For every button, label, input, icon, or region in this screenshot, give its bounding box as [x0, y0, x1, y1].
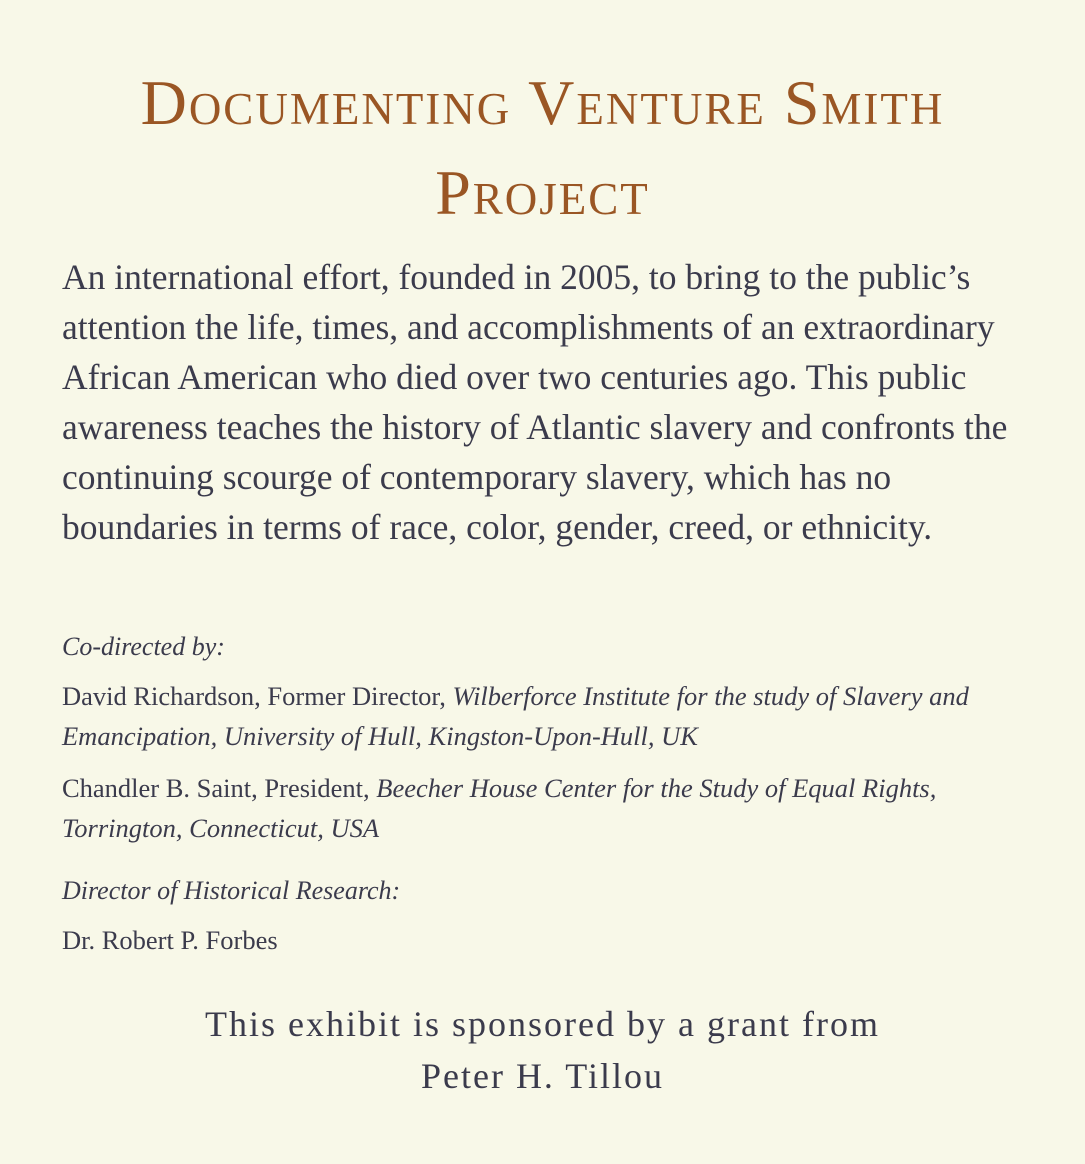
sponsor-line-2: Peter H. Tillou [420, 1056, 665, 1096]
director-entry-1 [62, 676, 1027, 756]
director-entry-2 [62, 768, 1027, 848]
intro-paragraph: An international effort, founded in 2005, to bring to the public’s attention the life, times, and accomplishments of an extraordinary African American who died over two centuries ago. This public awareness teaches the history of Atlantic slavery and confronts the continuing scourge of contemporary slavery, which has no boundaries in terms of race, color, gender, creed, or ethnicity. [62, 257, 1008, 547]
title-line-2: Project [435, 157, 650, 228]
director-1-affiliation: Wilberforce Institute for the study of Slavery and Emancipation, University of Hull, Kingston-Upon-Hull, UK [62, 681, 969, 751]
director-1-name: David Richardson, Former Director, [62, 681, 453, 711]
research-director-name: Dr. Robert P. Forbes [62, 925, 278, 955]
sponsor-credit [0, 998, 1085, 1102]
director-2-name: Chandler B. Saint, President, [62, 773, 377, 803]
director-2-affiliation: Beecher House Center for the Study of Equal Rights, Torrington, Connecticut, USA [62, 773, 937, 843]
page-title [0, 58, 1085, 238]
sponsor-line-1: This exhibit is sponsored by a grant from [205, 1004, 880, 1044]
codirected-label: Co-directed by: [62, 632, 225, 661]
research-label: Director of Historical Research: [62, 876, 401, 905]
title-line-1: Documenting Venture Smith [140, 67, 945, 138]
